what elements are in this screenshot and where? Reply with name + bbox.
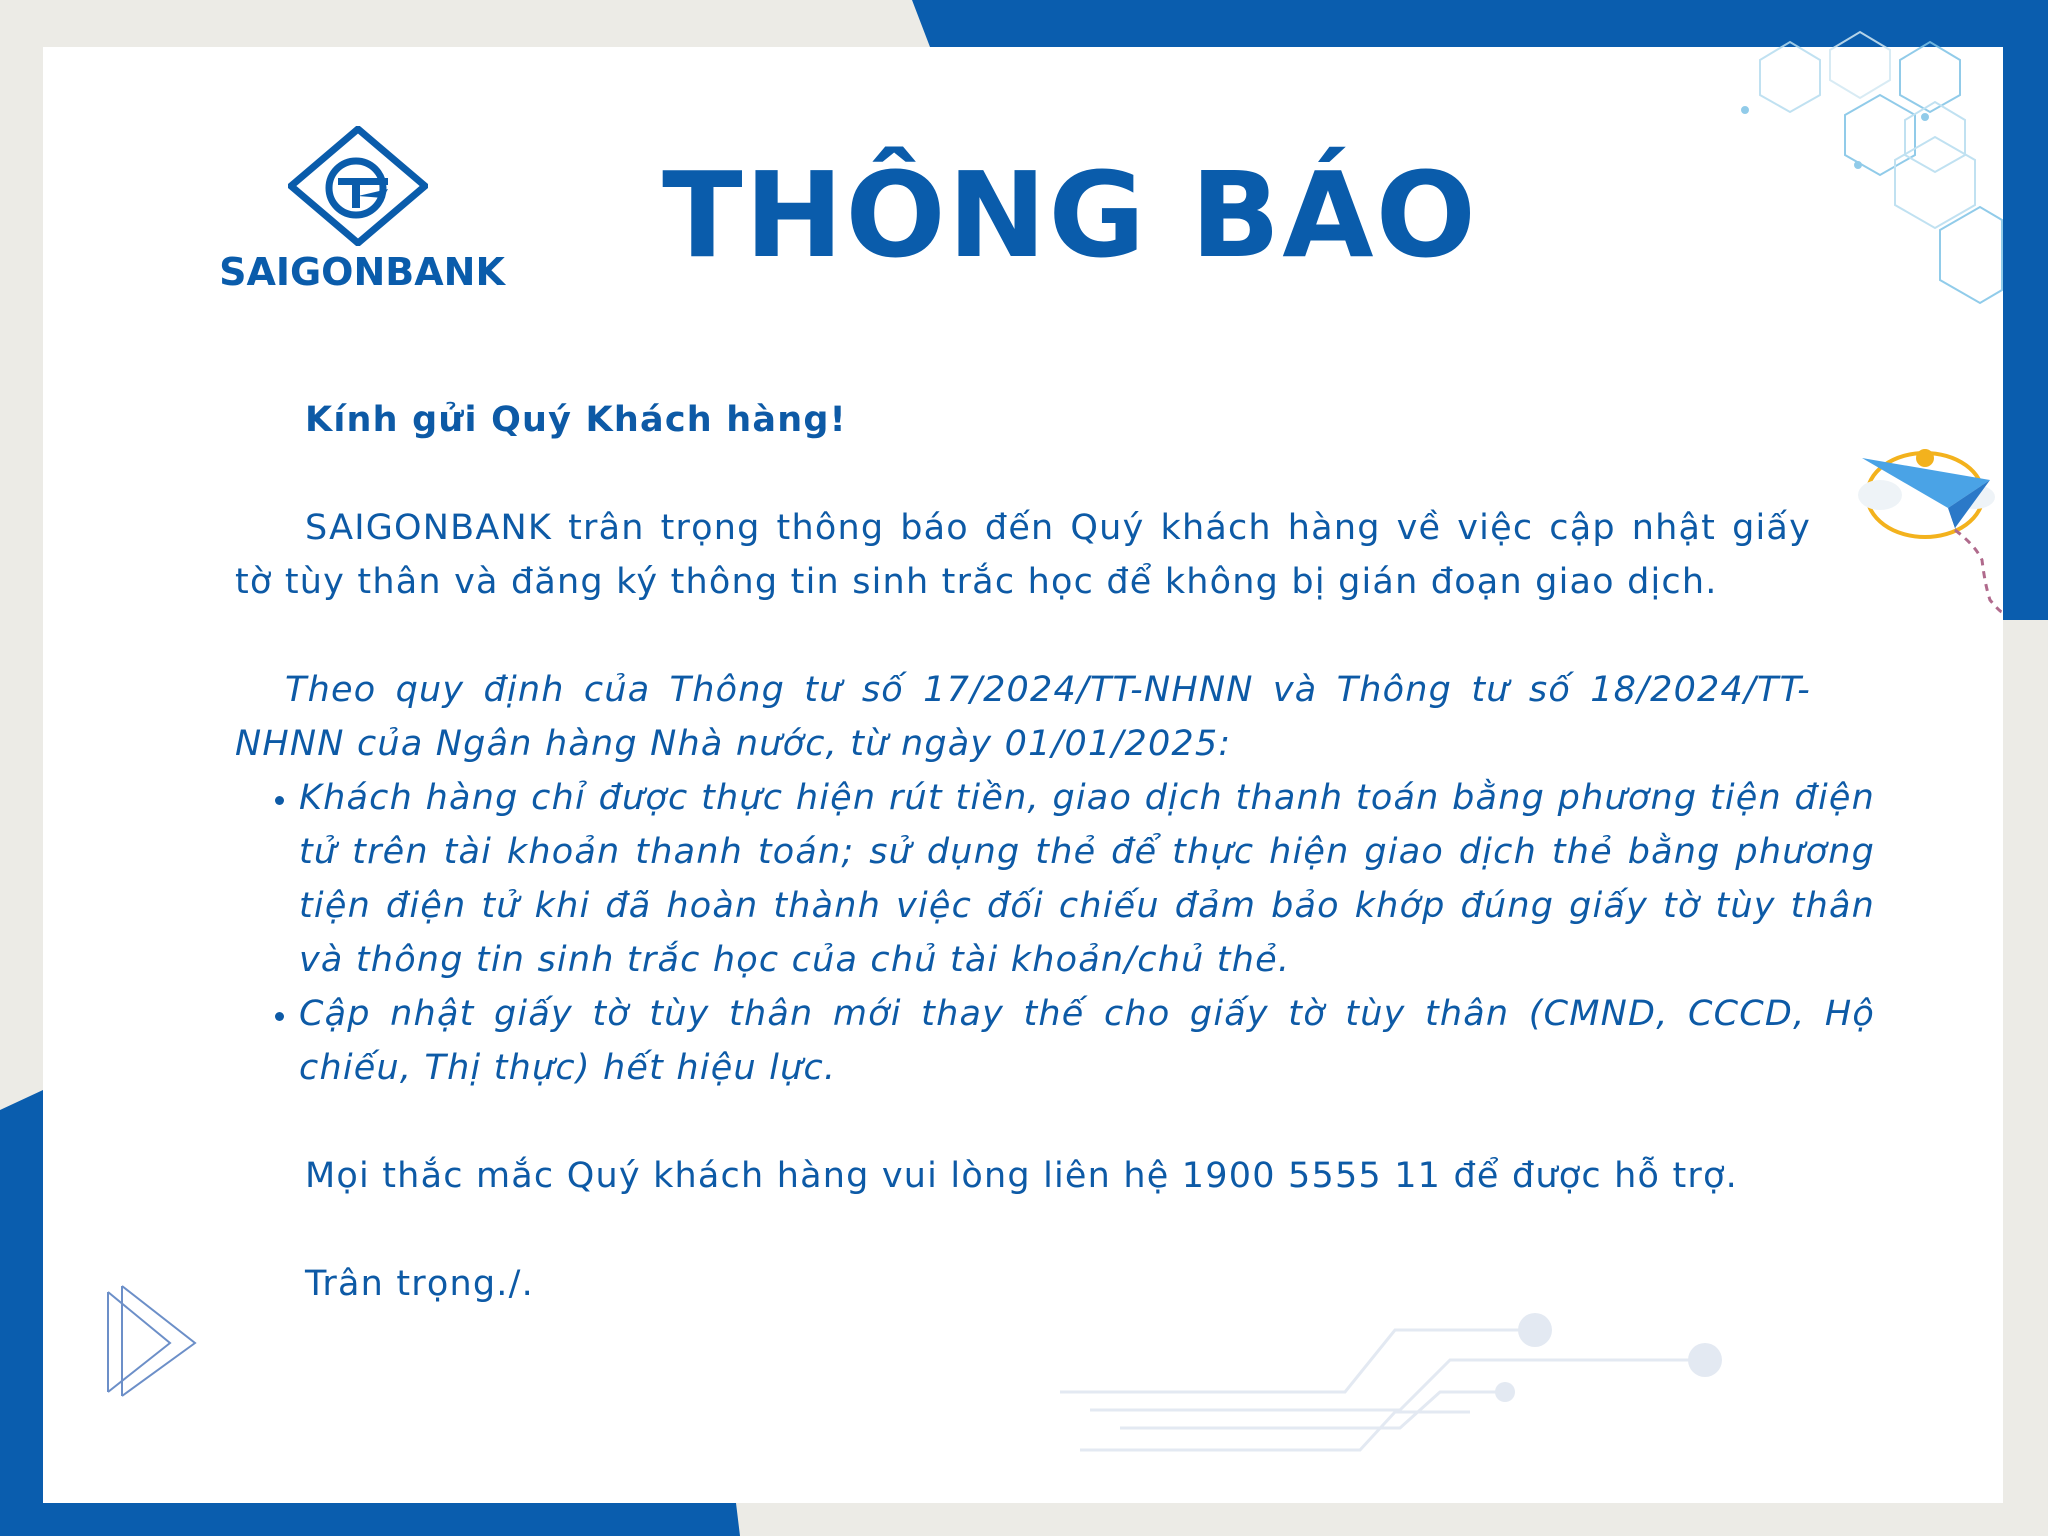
- contact-line: Mọi thắc mắc Quý khách hàng vui lòng liên hệ 1900 5555 11 để được hỗ trợ.: [305, 1156, 1738, 1196]
- greeting: Kính gửi Quý Khách hàng!: [305, 400, 847, 440]
- closing-line: Trân trọng./.: [305, 1264, 534, 1304]
- regulation-list: [235, 771, 1875, 1095]
- list-item: • Khách hàng chỉ được thực hiện rút tiền, giao dịch thanh toán bằng phương tiện điện tử trên tài khoản thanh toán; sử dụng thẻ để thực hiện giao dịch thẻ bằng phương tiện điện tử khi đã hoàn thành việc đối chiếu đảm bảo khớp đúng giấy tờ tùy thân và thông tin sinh trắc học của chủ tài khoản/chủ thẻ.: [299, 771, 1875, 987]
- saigonbank-logo-icon: [288, 126, 428, 246]
- notice-paragraph: SAIGONBANK trân trọng thông báo đến Quý khách hàng về việc cập nhật giấy tờ tùy thân và đăng ký thông tin sinh trắc học để không bị gián đoạn giao dịch.: [235, 508, 1811, 602]
- brand-name: SAIGONBANK: [219, 250, 505, 294]
- regulation-paragraph: Theo quy định của Thông tư số 17/2024/TT-NHNN và Thông tư số 18/2024/TT-NHNN của Ngân hàng Nhà nước, từ ngày 01/01/2025:: [235, 670, 1811, 764]
- page-title: THÔNG BÁO: [662, 146, 1478, 284]
- list-item: • Cập nhật giấy tờ tùy thân mới thay thế cho giấy tờ tùy thân (CMND, CCCD, Hộ chiếu, Thị thực) hết hiệu lực.: [299, 987, 1875, 1095]
- saigonbank-logo: [202, 126, 522, 296]
